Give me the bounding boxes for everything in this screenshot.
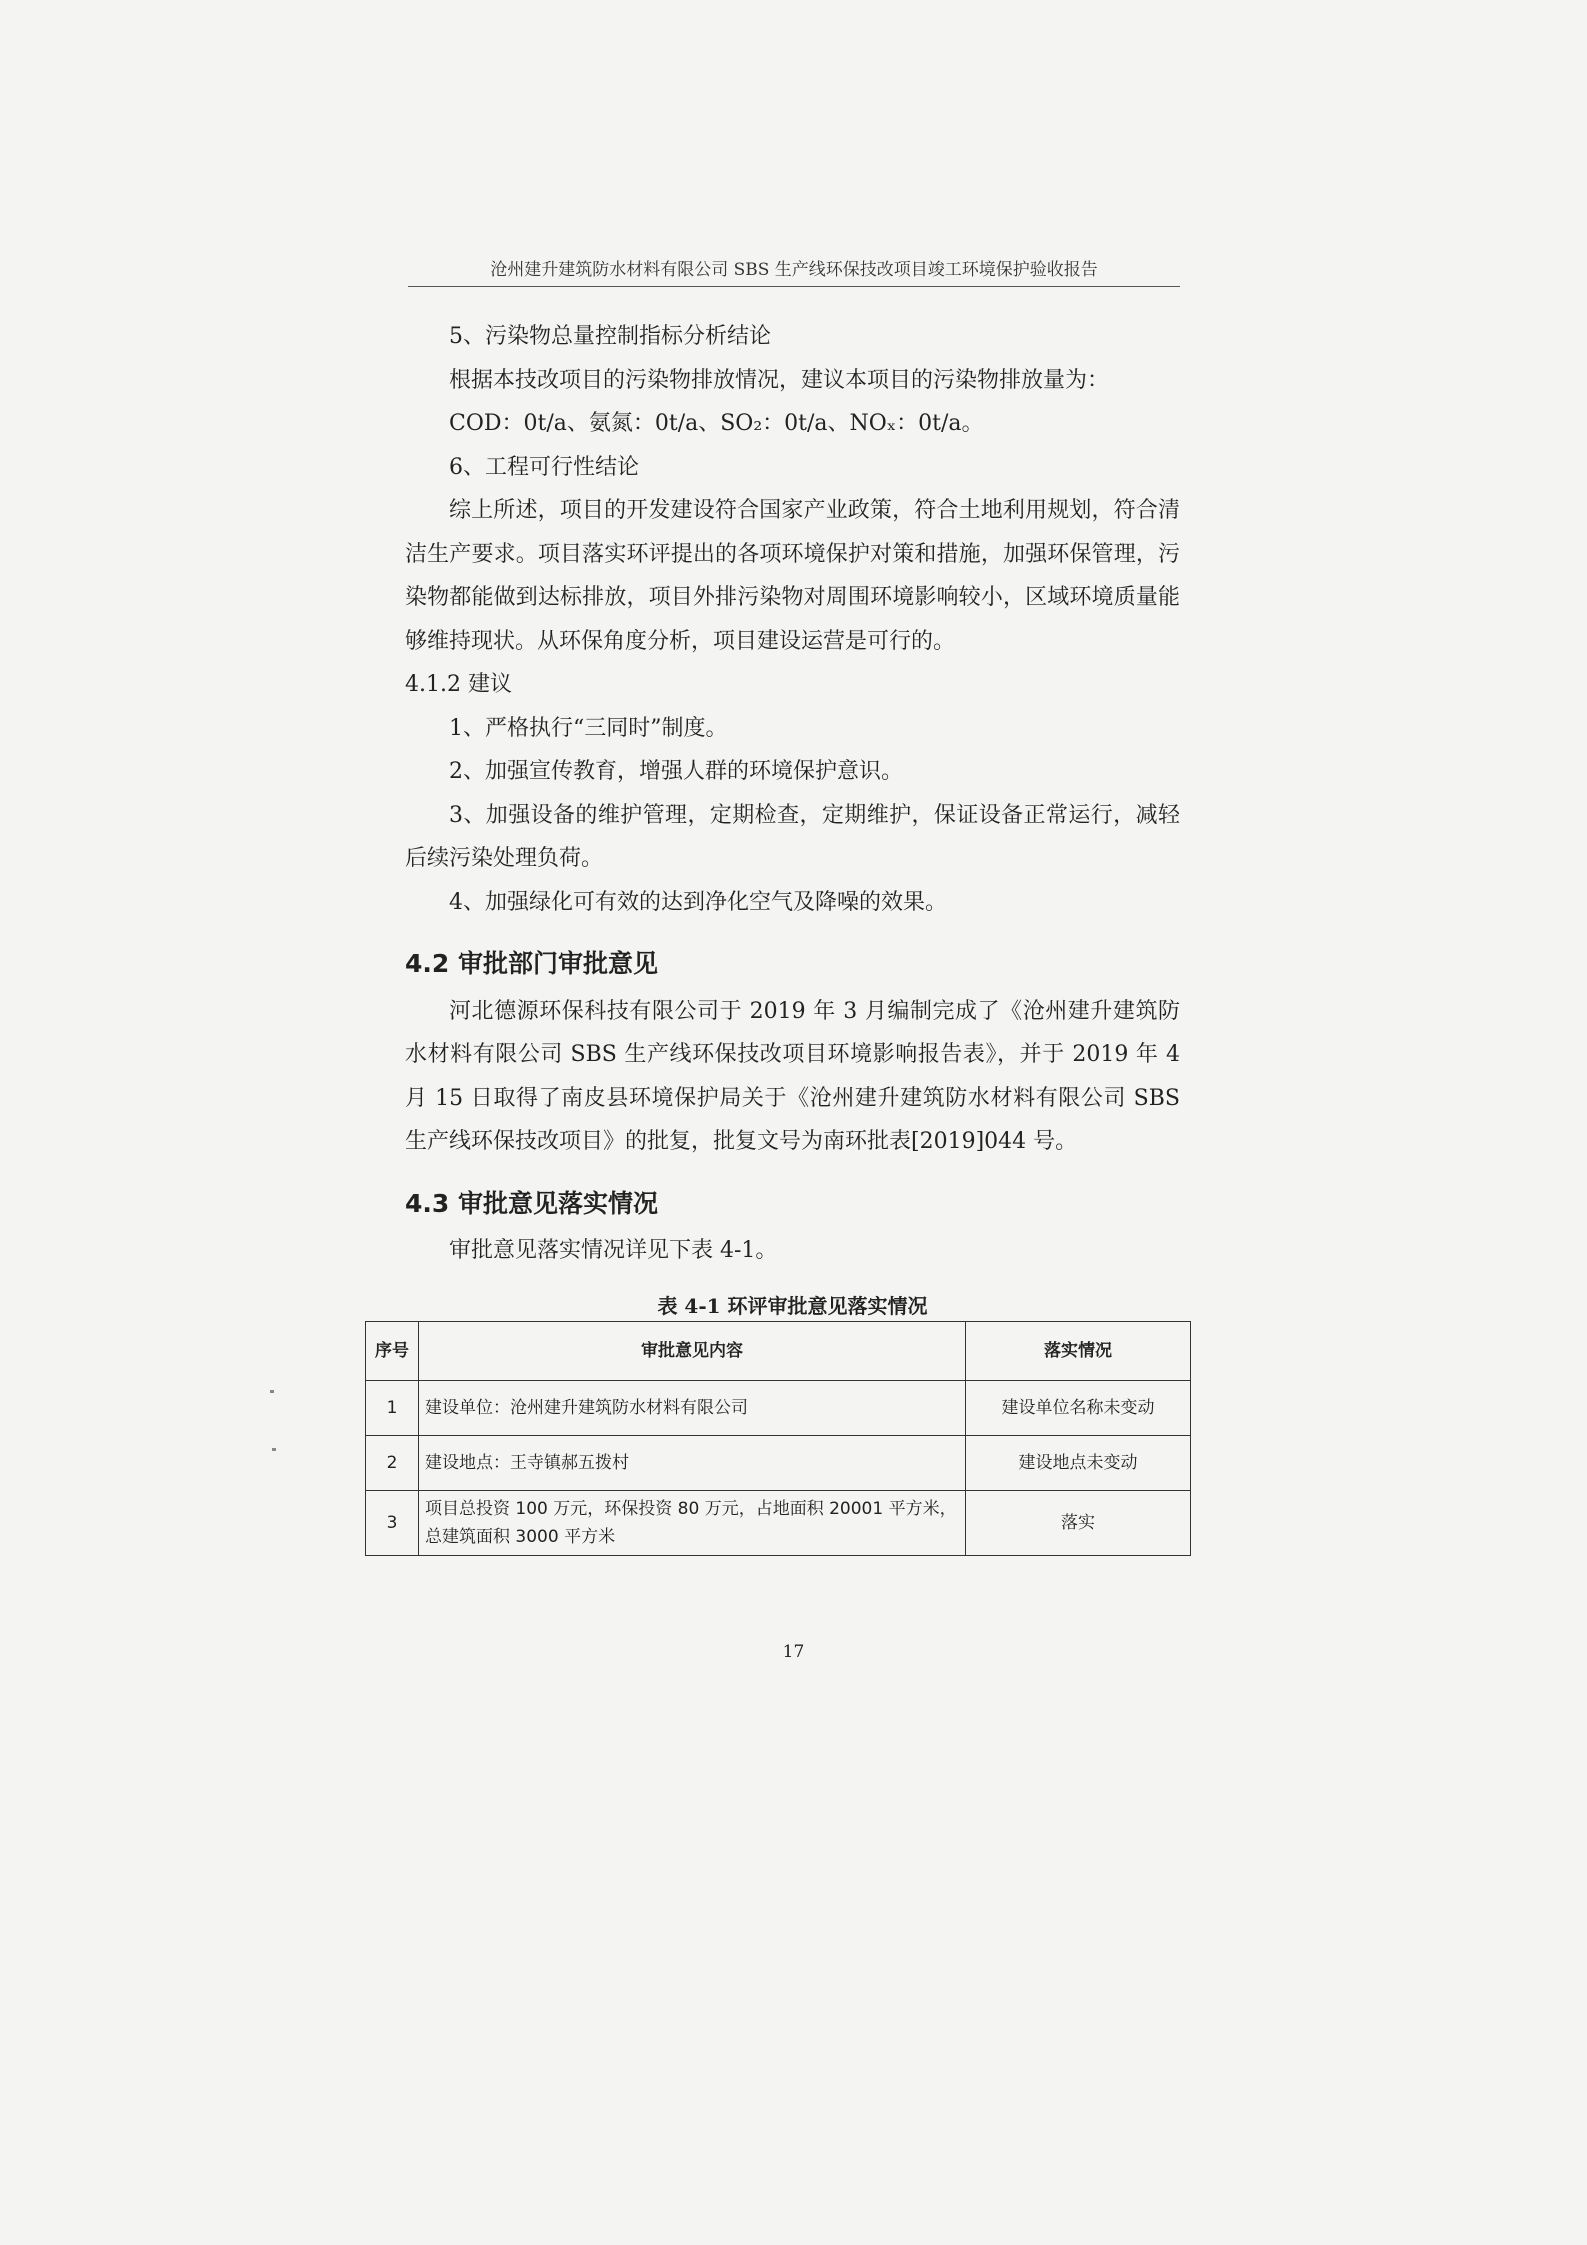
row-result: 建设单位名称未变动 [966,1380,1191,1435]
table-row [366,1380,1191,1435]
section-4-1-2-title: 4.1.2 建议 [405,672,512,697]
scan-speck [272,1448,276,1451]
subsection-6-title: 6、工程可行性结论 [449,454,639,480]
header-result: 落实情况 [966,1321,1191,1380]
row-no: 1 [366,1380,419,1435]
suggestion-item: 4、加强绿化可有效的达到净化空气及降噪的效果。 [449,889,947,915]
row-result: 落实 [966,1490,1191,1555]
pollutant-emissions-line: COD：0t/a、氨氮：0t/a、SO₂：0t/a、NOₓ：0t/a。 [449,411,984,436]
row-no: 2 [366,1435,419,1490]
section-4-3-title: 4.3 审批意见落实情况 [405,1188,658,1218]
suggestion-item: 1、严格执行“三同时”制度。 [449,715,728,741]
row-no: 3 [366,1490,419,1555]
header-no: 序号 [366,1321,419,1380]
suggestion-item: 3、加强设备的维护管理，定期检查，定期维护，保证设备正常运行，减轻后续污染处理负荷。 [405,802,1180,871]
page-number: 17 [782,1642,805,1662]
table-title: 表 4-1 环评审批意见落实情况 [657,1293,928,1318]
table-row [366,1435,1191,1490]
subsection-5-title: 5、污染物总量控制指标分析结论 [449,324,771,349]
row-content: 项目总投资 100 万元，环保投资 80 万元，占地面积 20001 平方米，总建筑面积 3000 平方米 [419,1490,966,1555]
section-4-2-paragraph: 河北德源环保科技有限公司于 2019 年 3 月编制完成了《沧州建升建筑防水材料有限公司 SBS 生产线环保技改项目环境影响报告表》，并于 2019 年 4 月 15 日取得了南皮县环境保护局关于《沧州建升建筑防水材料有限公司 SBS 生产线环保技改项目》的批复，批复文号为南环批表[2019]044 号。 [405,998,1180,1154]
section-4-3-paragraph: 审批意见落实情况详见下表 4-1。 [449,1238,778,1263]
row-content: 建设单位：沧州建升建筑防水材料有限公司 [419,1380,966,1435]
row-result: 建设地点未变动 [966,1435,1191,1490]
page-content [375,315,1180,1556]
header-content: 审批意见内容 [419,1321,966,1380]
subsection-6-paragraph: 综上所述，项目的开发建设符合国家产业政策，符合土地利用规划，符合清洁生产要求。项目落实环评提出的各项环境保护对策和措施，加强环保管理，污染物都能做到达标排放，项目外排污染物对周围环境影响较小，区域环境质量能够维持现状。从环保角度分析，项目建设运营是可行的。 [405,498,1180,654]
row-content: 建设地点：王寺镇郝五拨村 [419,1435,966,1490]
table-row [366,1490,1191,1555]
table-header-row [366,1321,1191,1380]
section-4-2-title: 4.2 审批部门审批意见 [405,949,658,978]
approval-table [365,1321,1191,1556]
subsection-5-paragraph: 根据本技改项目的污染物排放情况，建议本项目的污染物排放量为： [449,367,1110,393]
page-header: 沧州建升建筑防水材料有限公司 SBS 生产线环保技改项目竣工环境保护验收报告 [408,255,1180,287]
suggestion-item: 2、加强宣传教育，增强人群的环境保护意识。 [449,759,903,784]
scan-speck [270,1390,274,1393]
